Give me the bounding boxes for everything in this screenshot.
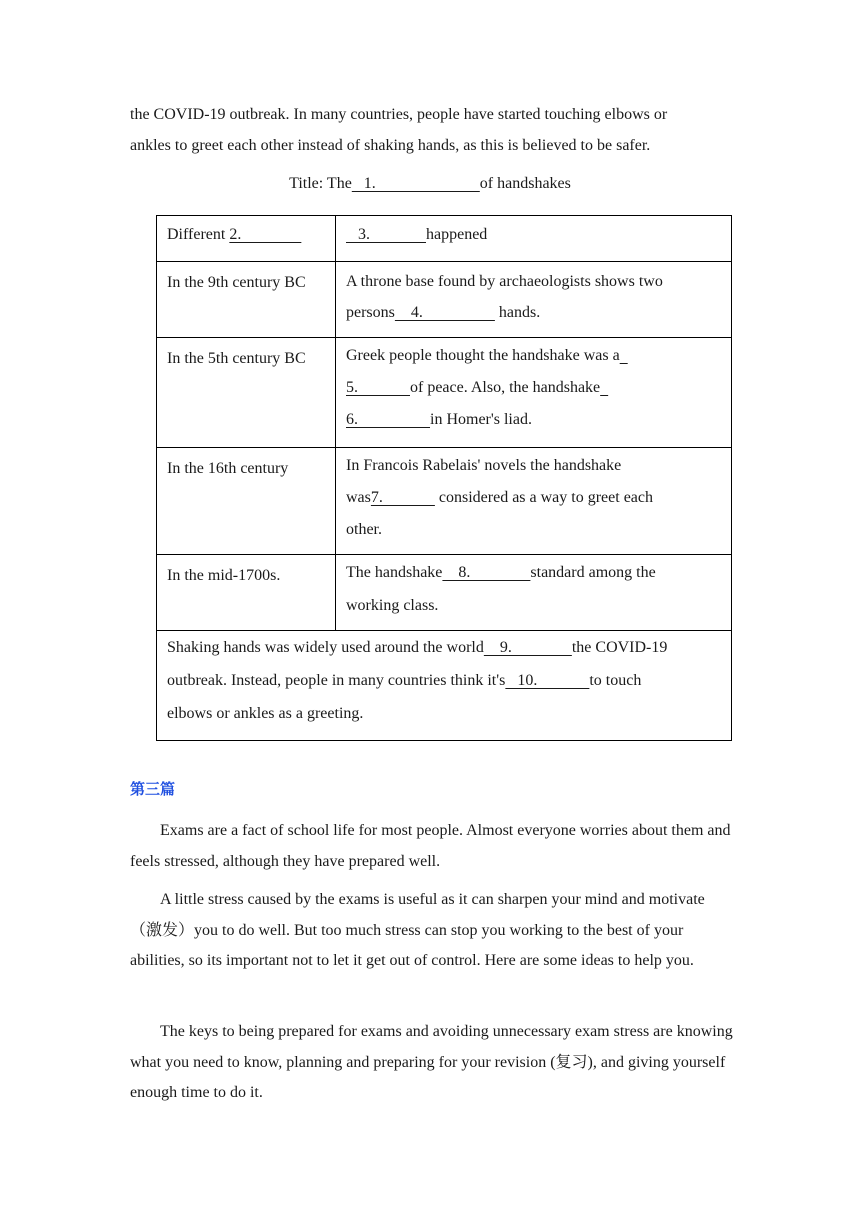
blank-2: 2.	[229, 226, 302, 243]
table-row	[157, 262, 732, 338]
table-row	[157, 338, 732, 448]
row-text: A throne base found by archaeologists shows two	[346, 273, 663, 290]
header-left-text: Different	[167, 226, 230, 243]
row-text: standard among the	[530, 564, 656, 581]
header-right-text: happened	[426, 226, 488, 243]
row-event	[336, 262, 732, 338]
table-row	[157, 555, 732, 631]
header-right-cell	[336, 216, 732, 262]
section-heading: 第三篇	[130, 780, 176, 798]
paragraph-1: Exams are a fact of school life for most people. Almost everyone worries about them and feels stressed, although they have prepared well.	[130, 822, 731, 870]
blank-8: 8.	[442, 564, 531, 581]
row-text: other.	[346, 521, 382, 538]
row-event	[336, 448, 732, 555]
blank-1: 1.	[351, 175, 480, 192]
header-left-cell	[157, 216, 336, 262]
table-footer-row	[157, 631, 732, 741]
blank-9: 9.	[483, 639, 572, 656]
footer-text: Shaking hands was widely used around the world	[167, 639, 484, 656]
paragraph-2: A little stress caused by the exams is useful as it can sharpen your mind and motivate（激发）you to do well. But too much stress can stop you working to the best of your abilities, so its important not to let it get out of control. Here are some ideas to help you.	[130, 891, 705, 969]
intro-line-1: the COVID-19 outbreak. In many countries, people have started touching elbows or	[130, 106, 668, 123]
blank-5: 5.	[346, 379, 410, 396]
footer-text: elbows or ankles as a greeting.	[167, 705, 364, 722]
footer-text: to touch	[589, 672, 642, 689]
intro-paragraph	[130, 100, 735, 161]
row-period: In the 9th century BC	[157, 262, 336, 338]
row-text: working class.	[346, 597, 439, 614]
table-title	[0, 172, 860, 196]
row-period: In the mid-1700s.	[157, 555, 336, 631]
table-row	[157, 448, 732, 555]
blank-3: 3.	[346, 226, 426, 243]
row-text: The handshake	[346, 564, 443, 581]
handshake-history-table	[156, 215, 732, 741]
blank-6: 6.	[346, 411, 430, 428]
row-text: was	[346, 489, 371, 506]
blank-7: 7.	[370, 489, 435, 506]
footer-text: the COVID-19	[571, 639, 668, 656]
row-text: of peace. Also, the handshake	[410, 379, 601, 396]
row-event	[336, 555, 732, 631]
table-header-row	[157, 216, 732, 262]
row-period: In the 16th century	[157, 448, 336, 555]
title-suffix: of handshakes	[479, 175, 571, 192]
row-text: persons	[346, 304, 395, 321]
blank-10: 10.	[505, 672, 590, 689]
row-text: considered as a way to greet each	[434, 489, 654, 506]
blank-6-start	[600, 379, 608, 396]
row-text: Greek people thought the handshake was a	[346, 347, 620, 364]
intro-line-2: ankles to greet each other instead of shaking hands, as this is believed to be safer.	[130, 136, 651, 154]
row-period: In the 5th century BC	[157, 338, 336, 448]
title-prefix: Title: The	[289, 175, 352, 192]
row-text: in Homer's liad.	[430, 411, 532, 428]
row-event	[336, 338, 732, 448]
blank-5-start	[620, 347, 628, 364]
row-text: hands.	[494, 304, 541, 321]
footer-cell	[157, 631, 732, 741]
footer-text: outbreak. Instead, people in many countries think it's	[167, 672, 506, 689]
row-text: In Francois Rabelais' novels the handshake	[346, 457, 622, 474]
paragraph-3: The keys to being prepared for exams and avoiding unnecessary exam stress are knowing what you need to know, planning and preparing for your revision (复习), and giving yourself enough time to do it.	[130, 1023, 733, 1101]
blank-4: 4.	[394, 304, 495, 321]
